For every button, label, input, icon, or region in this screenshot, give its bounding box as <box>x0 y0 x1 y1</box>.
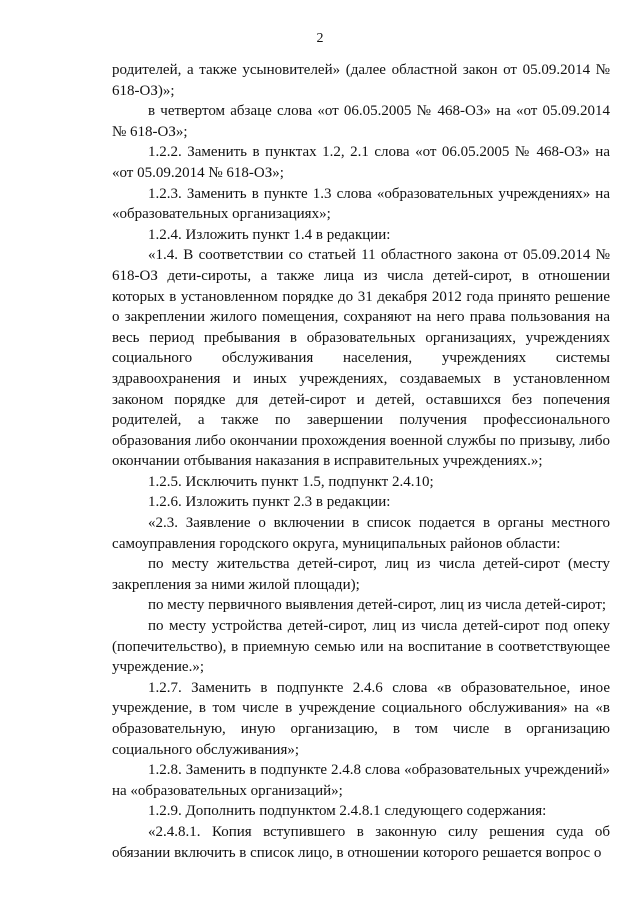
paragraph: «2.4.8.1. Копия вступившего в законную силу решения суда об обязании включить в список лицо, в отношении которого решается вопрос о <box>112 823 610 861</box>
page-number: 2 <box>316 31 324 46</box>
paragraph: по месту устройства детей-сирот, лиц из числа детей-сирот под опеку (попечительство), в приемную семью или на воспитание в соответствующее учреждение.»; <box>112 618 610 676</box>
document-body <box>112 60 610 863</box>
paragraph: по месту жительства детей-сирот, лиц из числа детей-сирот (месту закрепления за ними жилой площади); <box>112 556 610 593</box>
paragraph: родителей, а также усыновителей» (далее областной закон от 05.09.2014 № 618-ОЗ)»; <box>112 62 610 99</box>
paragraph: «1.4. В соответствии со статьей 11 областного закона от 05.09.2014 № 618-ОЗ дети-сироты, а также лица из числа детей-сирот, в отношении которых в установленном порядке до 31 декабря 2012 года принято решение о закреплении жилого помещения, сохраняют на него права пользования на весь период пребывания в образовательных организациях, учреждениях социального обслуживания населения, учреждениях системы здравоохранения и иных учреждениях, создаваемых в установленном законом порядке для детей-сирот и детей, оставшихся без попечения родителей, а также по завершении получения профессионального образования либо окончании прохождения военной службы по призыву, либо окончании отбывания наказания в исправительных учреждениях.»; <box>112 247 610 470</box>
paragraph: 1.2.8. Заменить в подпункте 2.4.8 слова «образовательных учреждений» на «образовательных организаций»; <box>112 762 610 799</box>
paragraph: «2.3. Заявление о включении в список подается в органы местного самоуправления городского округа, муниципальных районов области: <box>112 515 610 552</box>
paragraph: 1.2.7. Заменить в подпункте 2.4.6 слова «в образовательное, иное учреждение, в том числе в учреждение социального обслуживания» на «в образовательную, иную организацию, в том числе в организацию социального обслуживания»; <box>112 679 610 758</box>
paragraph: 1.2.6. Изложить пункт 2.3 в редакции: <box>148 494 391 511</box>
paragraph: по месту первичного выявления детей-сирот, лиц из числа детей-сирот; <box>148 597 607 614</box>
paragraph: 1.2.3. Заменить в пункте 1.3 слова «образовательных учреждениях» на «образовательных организациях»; <box>112 185 610 223</box>
paragraph: 1.2.9. Дополнить подпунктом 2.4.8.1 следующего содержания: <box>148 803 547 820</box>
paragraph: 1.2.5. Исключить пункт 1.5, подпункт 2.4.10; <box>148 473 434 490</box>
paragraph: 1.2.2. Заменить в пунктах 1.2, 2.1 слова «от 06.05.2005 № 468-ОЗ» на «от 05.09.2014 № 618-ОЗ»; <box>112 144 610 181</box>
paragraph: в четвертом абзаце слова «от 06.05.2005 № 468-ОЗ» на «от 05.09.2014 № 618-ОЗ»; <box>112 103 610 140</box>
paragraph: 1.2.4. Изложить пункт 1.4 в редакции: <box>148 226 391 243</box>
